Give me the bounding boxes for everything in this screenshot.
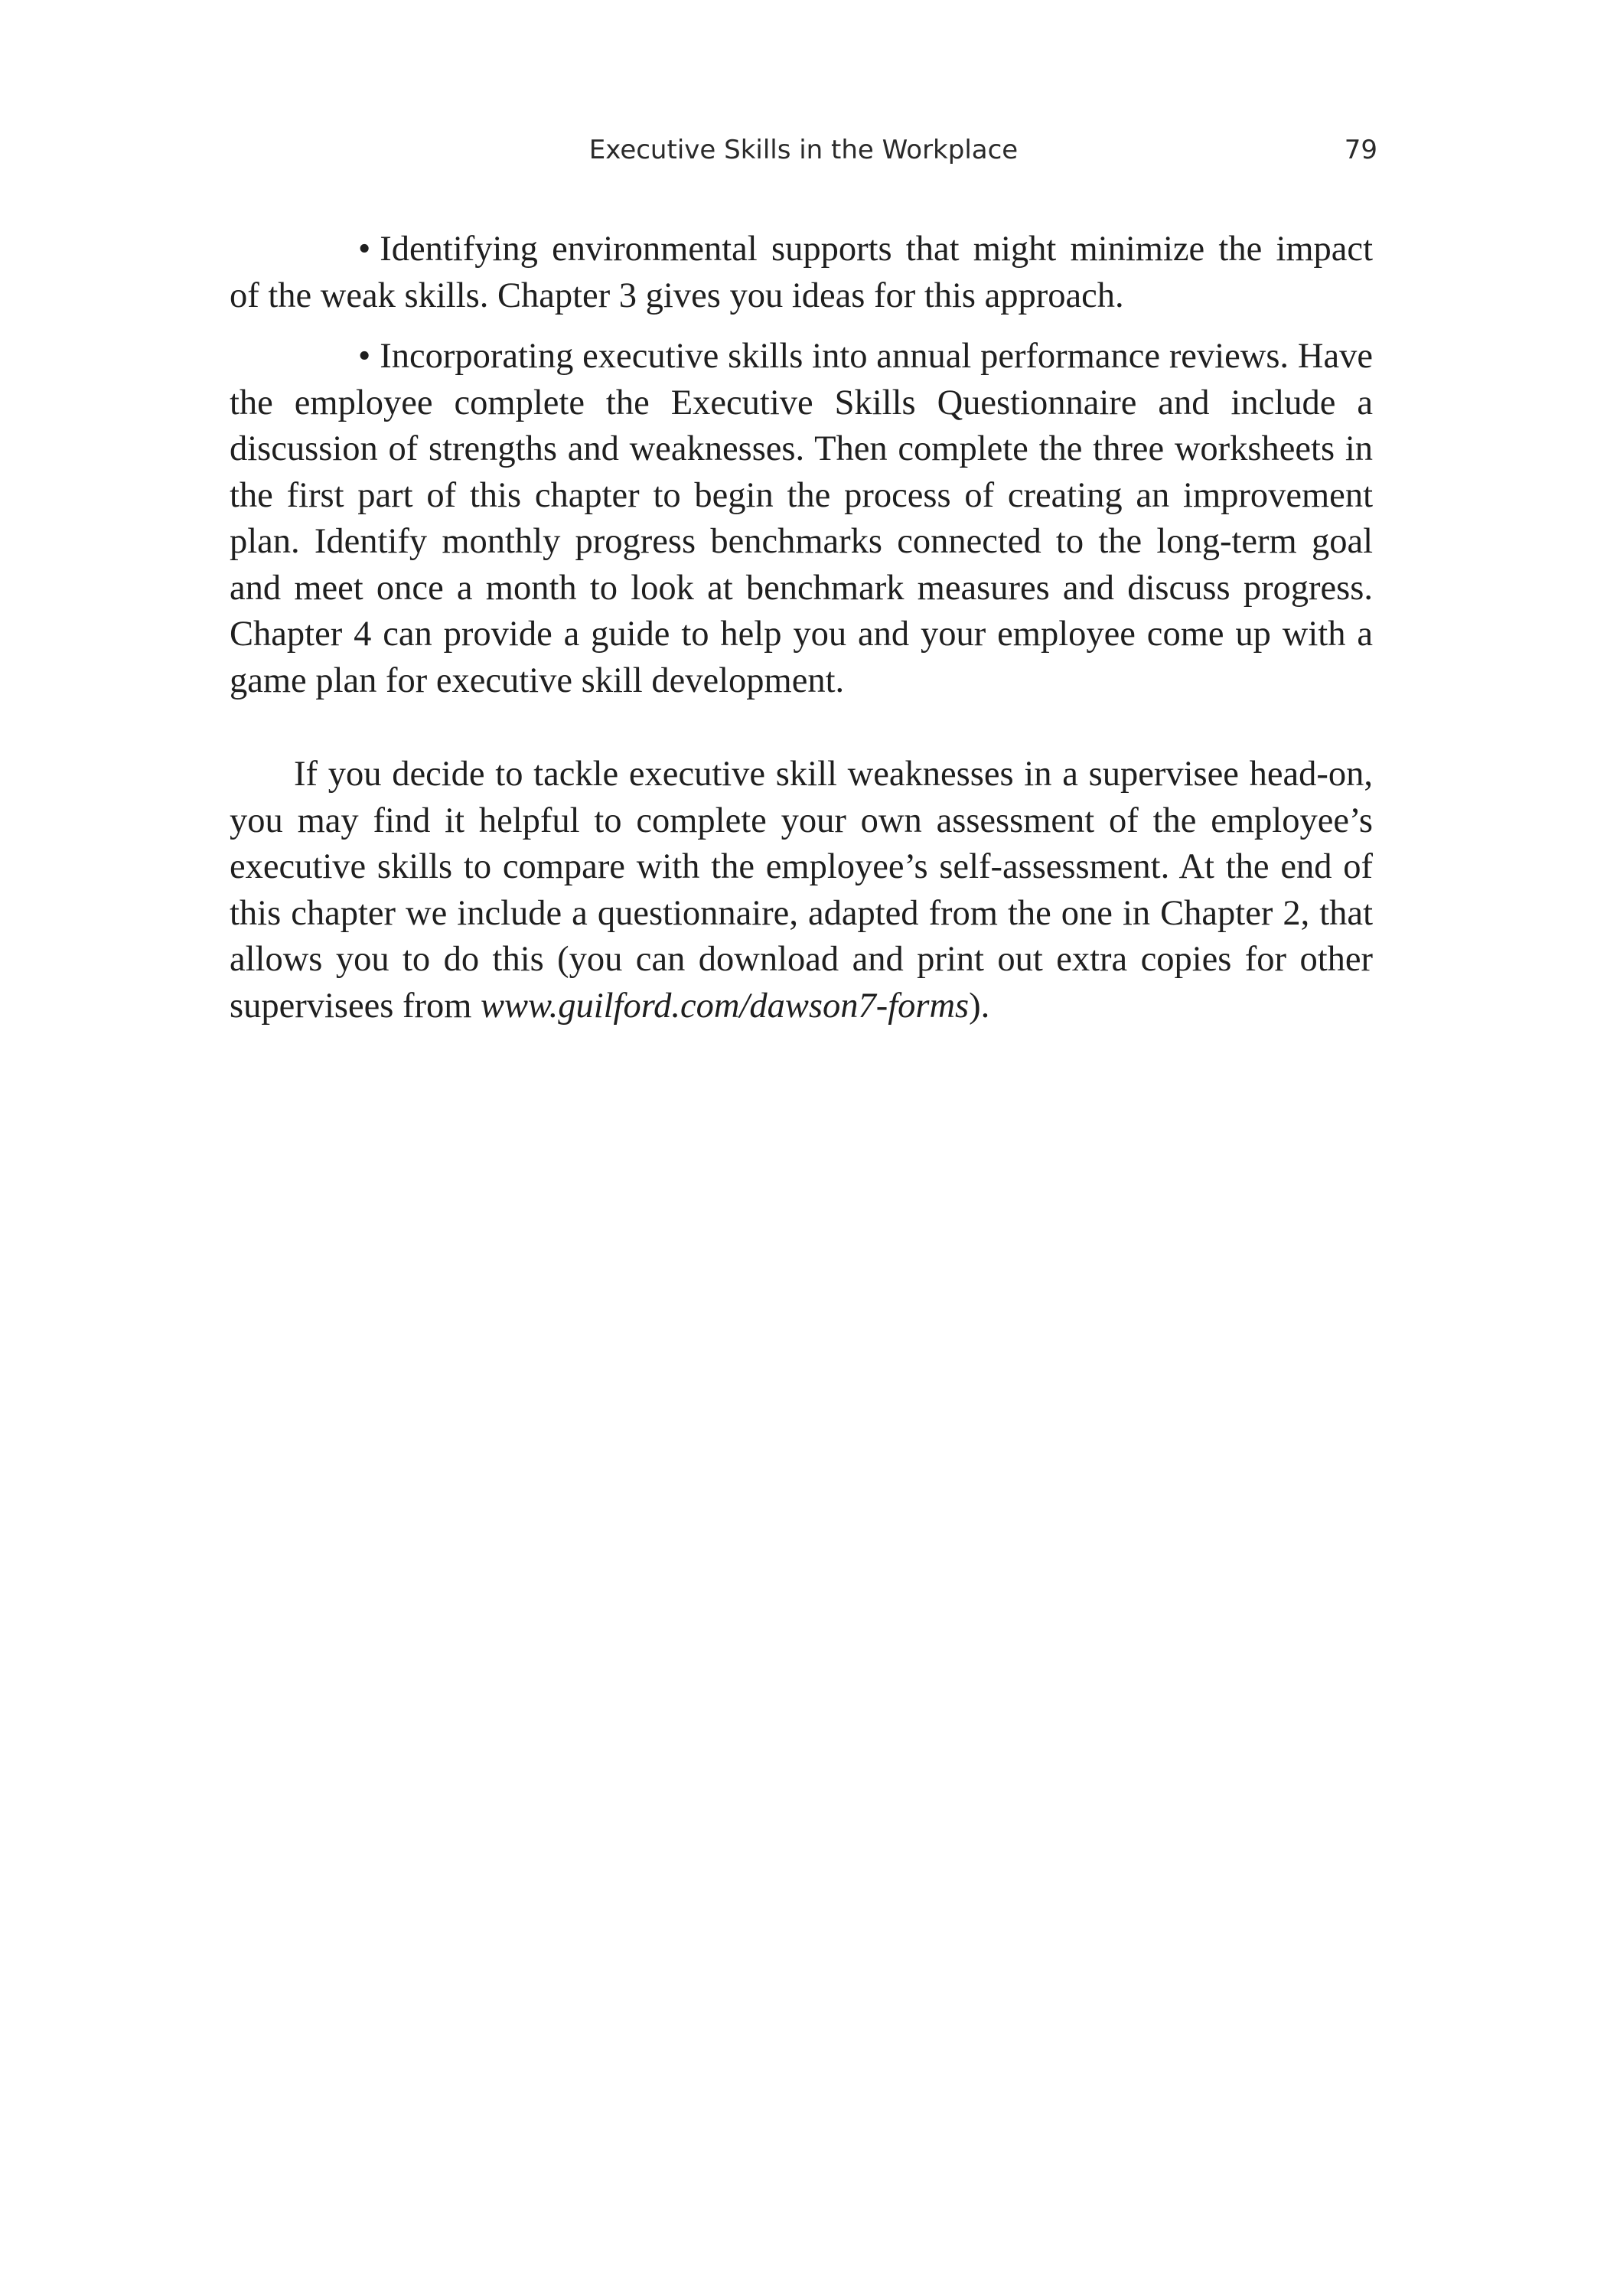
body-text [230,227,1373,1029]
bullet-item-performance-reviews [230,334,1373,704]
bullet-text: Identifying environmental supports that might minimize the impact of the weak skills. Chapter 3 gives you ideas for this approach. [230,230,1373,315]
bullet-icon: • [358,337,371,376]
bullet-item-environmental-supports [230,227,1373,319]
bullet-icon: • [358,230,371,269]
page-number: 79 [1344,135,1377,165]
body-paragraph [230,752,1373,1029]
running-head-title: Executive Skills in the Workplace [588,135,1019,165]
bullet-text: Incorporating executive skills into annual performance reviews. Have the employee complete the Executive Skills Questionnaire and include a discussion of strengths and weaknesses. Then complete the three worksheets in the first part of this chapter to begin the process of creating an improvement plan. Identify monthly progress benchmarks connected to the long-term goal and meet once a month to look at benchmark measures and discuss progress. Chapter 4 can provide a guide to help you and your employee come up with a game plan for executive skill development. [230,337,1373,700]
paragraph-text-end: ). [969,986,990,1026]
forms-url-link[interactable]: www.guilford.com/dawson7-forms [481,986,970,1026]
running-head [230,135,1377,173]
paragraph-text: If you decide to tackle executive skill weaknesses in a supervisee head-on, you may find it helpful to complete your own assessment of the employee’s executive skills to compare with the employee’s self-assessment. At the end of this chapter we include a questionnaire, adapted from the one in Chapter 2, that allows you to do this (you can download and print out extra copies for other supervisees from [230,755,1373,1026]
